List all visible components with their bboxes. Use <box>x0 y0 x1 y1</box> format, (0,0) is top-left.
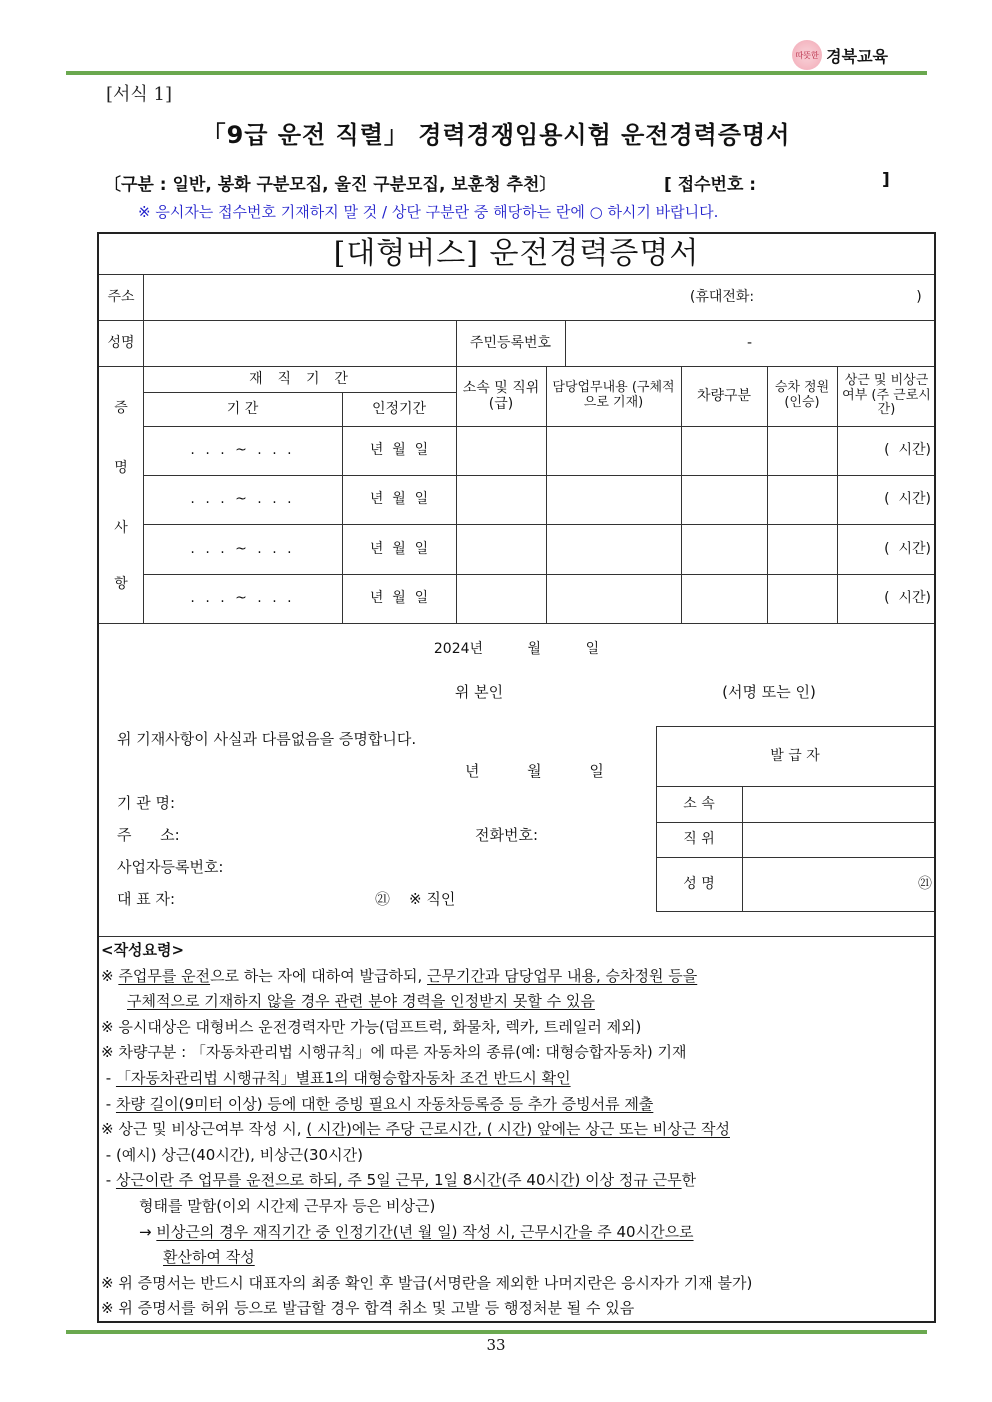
hours-cell[interactable]: ( 시간) <box>884 540 931 557</box>
guide-line: ※ 위 증명서를 허위 등으로 발급할 경우 합격 취소 및 고발 등 행정처분 될 수 있음 <box>101 1299 635 1318</box>
guide-line: ※ 차량구분 : 「자동차관리법 시행규칙」에 따른 자동차의 종류(예: 대형승합자동차) 기재 <box>101 1043 687 1062</box>
certify-statement: 위 기재사항이 사실과 다름없음을 증명합니다. <box>117 730 417 748</box>
footer-rule <box>66 1330 927 1334</box>
phone-label: (휴대전화: <box>689 288 755 305</box>
duty-header: 담당업무내용 (구체적으로 기재) <box>552 380 675 410</box>
guide-line: 환산하여 작성 <box>163 1248 255 1267</box>
recognized-cell[interactable]: 년 월 일 <box>369 442 429 459</box>
issuer-position-field[interactable] <box>742 822 934 857</box>
phone-close: ) <box>916 288 922 305</box>
name-field[interactable] <box>143 320 456 366</box>
receipt-number-label: [ 접수번호 : <box>664 175 757 195</box>
guide-line: - (예시) 상근(40시간), 비상근(30시간) <box>101 1145 363 1164</box>
hours-cell[interactable]: ( 시간) <box>884 590 931 607</box>
logo-emblem: 따뜻한 <box>792 40 822 70</box>
guide-title: <작성요령> <box>101 941 185 959</box>
org-address-label: 주 소: <box>117 826 180 844</box>
issue-date: 년 월 일 <box>465 762 604 780</box>
period-cell[interactable]: . . . ~ . . . <box>190 540 295 557</box>
name-label: 성명 <box>107 334 135 351</box>
guide-line: ※ 상근 및 비상근여부 작성 시, ( 시간)에는 주당 근로시간, ( 시간) 앞에는 상근 또는 비상근 작성 <box>101 1120 730 1139</box>
representative-seal[interactable]: ㉑ <box>375 890 391 908</box>
rule <box>99 623 934 624</box>
rrn-field[interactable]: - <box>746 334 753 351</box>
hours-cell[interactable]: ( 시간) <box>884 442 931 459</box>
guide-line: → 비상근의 경우 재직기간 중 인정기간(년 월 일) 작성 시, 근무시간을 주 40시간으로 <box>139 1222 694 1241</box>
certificate-form <box>97 232 936 1323</box>
address-label: 주소 <box>107 288 135 305</box>
certificate-title: [대형버스] 운전경력증명서 <box>333 236 700 271</box>
guide-line: ※ 위 증명서는 반드시 대표자의 최종 확인 후 발급(서명란을 제외한 나머지란은 응시자가 기재 불가) <box>101 1273 753 1292</box>
application-date: 2024년 월 일 <box>433 640 600 657</box>
issuer-position-label: 직 위 <box>683 831 715 848</box>
section-char: 사 <box>114 519 128 536</box>
period-cell[interactable]: . . . ~ . . . <box>190 442 295 459</box>
issuer-title: 발 급 자 <box>770 747 820 764</box>
seat-capacity-header: 승차 정원(인승) <box>774 380 830 410</box>
rule <box>837 366 838 623</box>
organization-label: 기 관 명: <box>117 794 176 812</box>
header-rule <box>66 71 927 75</box>
recognized-cell[interactable]: 년 월 일 <box>369 491 429 508</box>
org-phone-label: 전화번호: <box>475 826 539 844</box>
fulltime-header: 상근 및 비상근여부 (주 근로시간) <box>842 372 931 418</box>
affiliation-header: 소속 및 직위(급) <box>462 379 540 412</box>
address-field[interactable] <box>143 274 934 320</box>
guide-line: 구체적으로 기재하지 않을 경우 관련 분야 경력을 인정받지 못할 수 있음 <box>127 992 595 1011</box>
receipt-number-close: ] <box>882 170 890 190</box>
guide-line: - 상근이란 주 업무를 운전으로 하되, 주 5일 근무, 1일 8시간(주 40시간) 이상 정규 근무한 <box>101 1171 697 1190</box>
hours-cell[interactable]: ( 시간) <box>884 491 931 508</box>
logo <box>792 40 888 70</box>
recognized-cell[interactable]: 년 월 일 <box>369 590 429 607</box>
employment-period-header: 재 직 기 간 <box>249 370 350 387</box>
recognized-cell[interactable]: 년 월 일 <box>369 540 429 557</box>
rule <box>767 366 768 623</box>
issuer-seal[interactable]: ㉑ <box>918 875 932 892</box>
writing-guide <box>99 937 934 1321</box>
logo-text: 경북교육 <box>826 46 888 66</box>
guide-line: - 「자동차관리법 시행규칙」별표1의 대형승합자동차 조건 반드시 확인 <box>101 1068 571 1087</box>
rule <box>546 366 547 623</box>
rule <box>656 911 934 912</box>
applicant-notice: ※ 응시자는 접수번호 기재하지 말 것 / 상단 구분란 중 해당하는 란에 ○ 하시기 바랍니다. <box>138 203 719 221</box>
guide-line: 형태를 말함(이외 시간제 근무자 등은 비상근) <box>139 1196 436 1215</box>
vehicle-type-header: 차량구분 <box>696 387 752 404</box>
issuer-affiliation-field[interactable] <box>742 786 934 822</box>
applicant-label: 위 본인 <box>454 683 504 702</box>
official-seal-note: ※ 직인 <box>409 890 456 908</box>
page-number: 33 <box>486 1336 506 1354</box>
period-header: 기 간 <box>226 400 259 417</box>
business-number-label: 사업자등록번호: <box>117 858 224 876</box>
rrn-label: 주민등록번호 <box>469 334 552 351</box>
section-char: 명 <box>114 459 128 476</box>
rule <box>456 366 457 623</box>
period-cell[interactable]: . . . ~ . . . <box>190 590 295 607</box>
category-line: 〔구분 : 일반, 봉화 구분모집, 울진 구분모집, 보훈청 추천〕 <box>104 175 557 195</box>
issuer-affiliation-label: 소 속 <box>683 795 715 812</box>
section-char: 항 <box>114 575 128 592</box>
issuer-name-label: 성 명 <box>683 875 715 892</box>
page-title: 「9급 운전 직렬」 경력경쟁임용시험 운전경력증명서 <box>201 121 791 149</box>
guide-line: ※ 주업무를 운전으로 하는 자에 대하여 발급하되, 근무기간과 담당업무 내용, 승차정원 등을 <box>101 966 698 985</box>
period-cell[interactable]: . . . ~ . . . <box>190 491 295 508</box>
form-label: [서식 1] <box>106 84 172 105</box>
recognized-period-header: 인정기간 <box>371 400 427 417</box>
signature-field[interactable]: (서명 또는 인) <box>722 683 816 702</box>
representative-label: 대 표 자: <box>117 890 176 908</box>
guide-line: - 차량 길이(9미터 이상) 등에 대한 증빙 필요시 자동차등록증 등 추가 증빙서류 제출 <box>101 1094 654 1113</box>
guide-line: ※ 응시대상은 대형버스 운전경력자만 가능(덤프트럭, 화물차, 렉카, 트레일러 제외) <box>101 1017 642 1036</box>
section-char: 증 <box>114 399 128 416</box>
